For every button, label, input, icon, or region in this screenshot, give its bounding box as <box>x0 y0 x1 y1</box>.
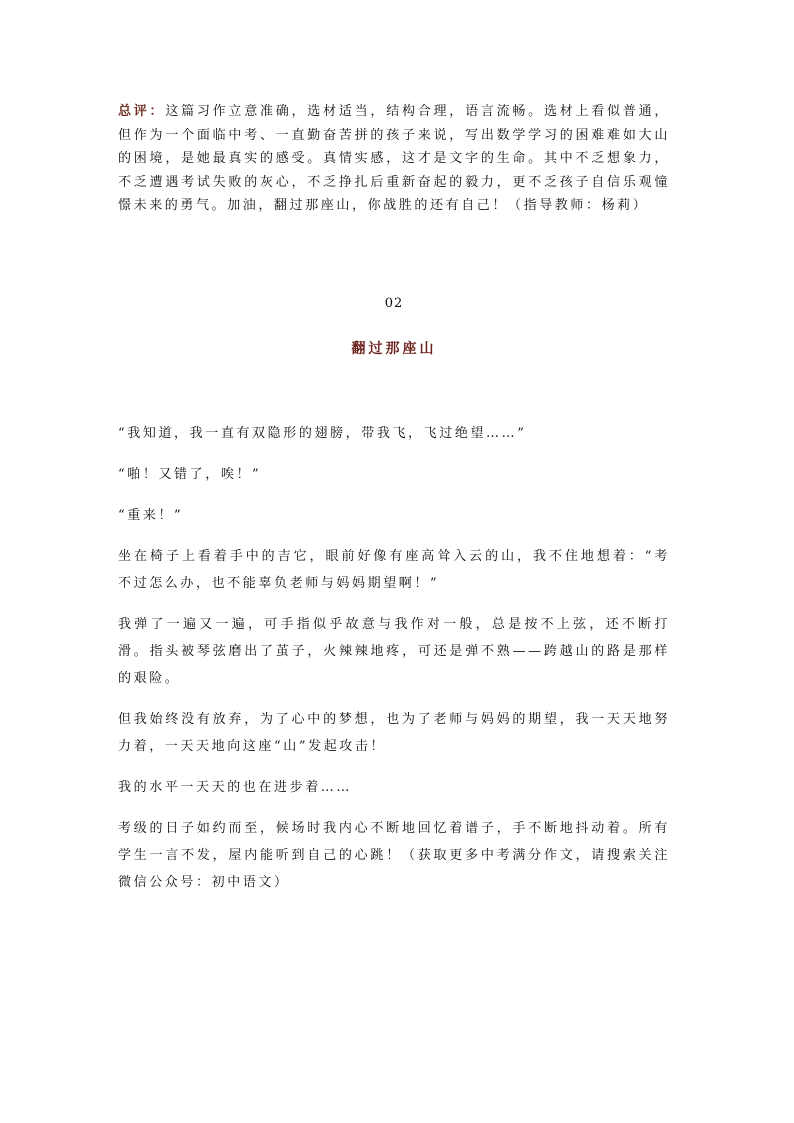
essay-paragraph: 我的水平一天天的也在进步着…… <box>118 779 353 795</box>
review-label: 总评： <box>118 104 166 119</box>
essay-paragraph: “我知道，我一直有双隐形的翅膀，带我飞，飞过绝望……” <box>118 425 527 441</box>
essay-paragraph: 考级的日子如约而至，候场时我内心不断地回忆着谱子，手不断地抖动着。所有学生一言不发，屋内能听到自己的心跳！（获取更多中考满分作文，请搜索关注微信公众号：初中语文） <box>118 820 670 890</box>
essay-paragraph: 坐在椅子上看着手中的吉它，眼前好像有座高耸入云的山，我不住地想着：“考不过怎么办，也不能辜负老师与妈妈期望啊！” <box>118 548 670 591</box>
review-paragraph <box>118 100 670 218</box>
document-page <box>118 100 670 910</box>
section-number: 02 <box>384 295 404 311</box>
review-text: 这篇习作立意准确，选材适当，结构合理，语言流畅。选材上看似普通，但作为一个面临中考、一直勤奋苦拼的孩子来说，写出数学学习的困难难如大山的困境，是她最真实的感受。真情实感，这才是文字的生命。其中不乏想象力，不乏遭遇考试失败的灰心，不乏挣扎后重新奋起的毅力，更不乏孩子自信乐观憧憬未来的勇气。加油，翻过那座山，你战胜的还有自己！（指导教师：杨莉） <box>118 104 670 213</box>
essay-paragraph: 但我始终没有放弃，为了心中的梦想，也为了老师与妈妈的期望，我一天天地努力着，一天天地向这座“山”发起攻击！ <box>118 711 670 754</box>
essay-paragraph: “重来！” <box>118 507 184 523</box>
essay-title: 翻过那座山 <box>351 340 437 357</box>
essay-body <box>118 420 670 896</box>
essay-paragraph: “啪！又错了，唉！” <box>118 466 262 482</box>
essay-paragraph: 我弹了一遍又一遍，可手指似乎故意与我作对一般，总是按不上弦，还不断打滑。指头被琴弦磨出了茧子，火辣辣地疼，可还是弹不熟——跨越山的路是那样的艰险。 <box>118 616 670 686</box>
